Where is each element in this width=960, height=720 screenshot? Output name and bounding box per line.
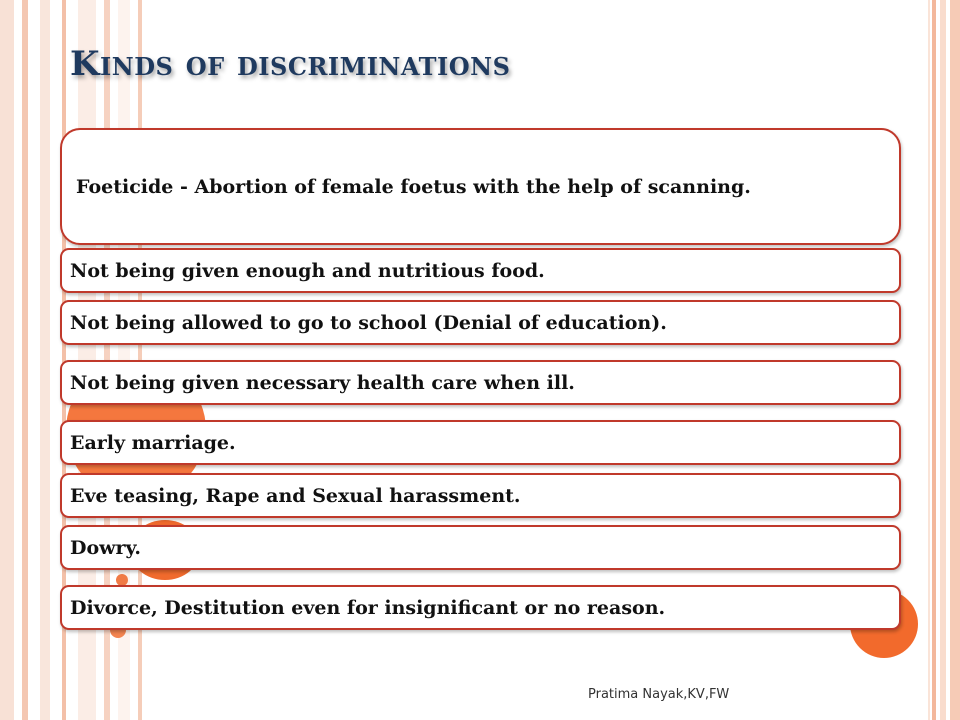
decorative-stripe (0, 0, 14, 720)
list-item-dowry (60, 525, 901, 570)
list-item-harassment (60, 473, 901, 518)
decorative-stripe (40, 0, 50, 720)
list-item-health-care (60, 360, 901, 405)
decorative-stripe (22, 0, 28, 720)
list-item-divorce (60, 585, 901, 630)
list-item-early-marriage (60, 420, 901, 465)
slide-title: Kinds of discriminations (70, 44, 511, 84)
list-item-text: Eve teasing, Rape and Sexual harassment. (70, 484, 521, 507)
list-item-education (60, 300, 901, 345)
list-item-text: Dowry. (70, 536, 141, 559)
list-item-text: Foeticide - Abortion of female foetus with the help of scanning. (76, 175, 751, 198)
list-item-text: Divorce, Destitution even for insignificant or no reason. (70, 596, 666, 619)
list-item-text: Not being given necessary health care when ill. (70, 371, 575, 394)
decorative-stripe (950, 0, 960, 720)
decorative-stripe (928, 0, 930, 720)
list-item-text: Early marriage. (70, 431, 236, 454)
decorative-stripe (932, 0, 936, 720)
decorative-stripe (940, 0, 946, 720)
list-item-text: Not being allowed to go to school (Denial of education). (70, 311, 667, 334)
slide-footer-author: Pratima Nayak,KV,FW (588, 687, 730, 702)
list-item-food (60, 248, 901, 293)
list-item-foeticide (60, 128, 901, 245)
list-item-text: Not being given enough and nutritious food. (70, 259, 545, 282)
